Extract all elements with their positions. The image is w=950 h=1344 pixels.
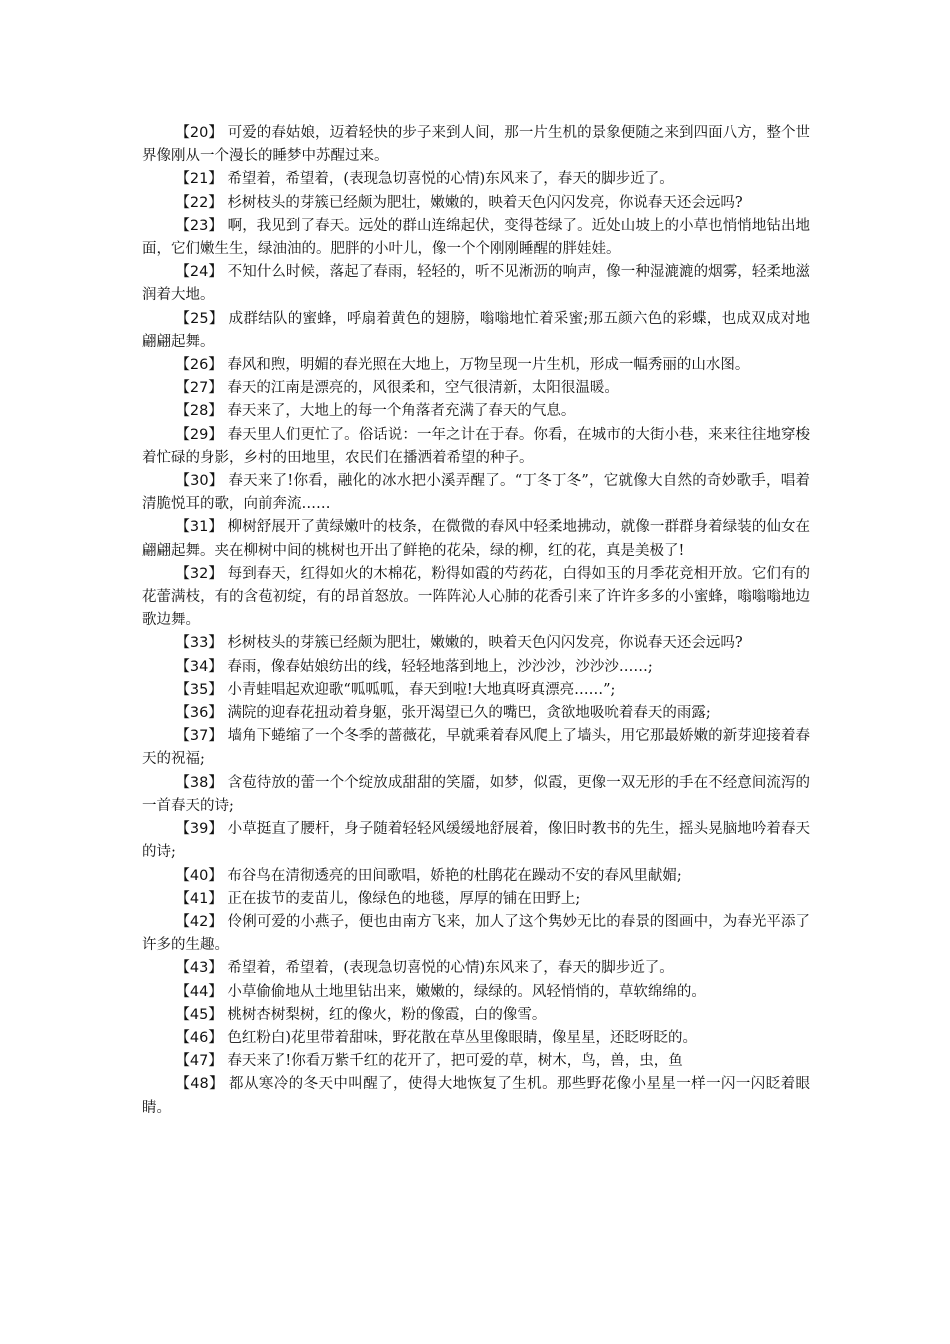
paragraph-entry [142,865,810,888]
entry-number: 【46】 [175,1029,223,1046]
paragraph-entry [142,470,810,516]
entry-number: 【28】 [175,403,223,420]
entry-number: 【48】 [175,1076,225,1093]
paragraph-entry [142,516,810,562]
entry-number: 【43】 [175,960,223,977]
paragraph-entry [142,911,810,957]
entry-number: 【30】 [175,473,224,490]
entry-text: 可爱的春姑娘，迈着轻快的步子来到人间，那一片生机的景象便随之来到四面八方，整个世界像刚从一个漫长的睡梦中苏醒过来。 [142,125,811,165]
entry-number: 【34】 [175,658,223,675]
paragraph-entry [142,725,810,771]
paragraph-entry [142,377,810,400]
entry-number: 【37】 [175,728,223,745]
entry-number: 【35】 [175,681,223,698]
entry-text: 杉树枝头的芽簇已经颇为肥壮，嫩嫩的，映着天色闪闪发亮，你说春天还会远吗? [227,635,743,652]
paragraph-entry [142,679,810,702]
paragraph-entry [142,308,810,354]
paragraph-entry [142,1050,810,1073]
paragraph-entry [142,772,810,818]
entry-number: 【38】 [175,774,223,791]
paragraph-entry [142,563,810,633]
paragraph-entry [142,424,810,470]
paragraph-entry [142,632,810,655]
paragraph-entry [142,656,810,679]
paragraph-entry [142,957,810,980]
entry-number: 【24】 [175,264,223,281]
entry-number: 【45】 [175,1006,223,1023]
entry-number: 【36】 [175,705,223,722]
entry-text: 杉树枝头的芽簇已经颇为肥壮，嫩嫩的，映着天色闪闪发亮，你说春天还会远吗? [227,194,743,211]
paragraph-entry [142,168,810,191]
entry-text: 正在拔节的麦苗儿，像绿色的地毯，厚厚的铺在田野上; [227,890,581,907]
entry-number: 【29】 [175,426,223,443]
entry-number: 【20】 [175,125,223,141]
paragraph-entry [142,400,810,423]
entry-text: 春天来了!你看万紫千红的花开了，把可爱的草，树木，鸟，兽，虫，鱼 [227,1053,683,1070]
entry-number: 【32】 [175,565,223,582]
entry-text: 每到春天，红得如火的木棉花，粉得如霞的芍药花，白得如玉的月季花竞相开放。它们有的花蕾满枝，有的含苞初绽，有的昂首怒放。一阵阵沁人心肺的花香引来了许许多多的小蜜蜂，嗡嗡嗡地边歌边舞。 [142,565,811,629]
entry-text: 不知什么时候，落起了春雨，轻轻的，听不见淅沥的响声，像一种湿漉漉的烟雾，轻柔地滋润着大地。 [142,264,811,304]
entry-text: 春天里人们更忙了。俗话说：一年之计在于春。你看，在城市的大街小巷，来来往往地穿梭着忙碌的身影，乡村的田地里，农民们在播洒着希望的种子。 [142,426,811,466]
entry-number: 【21】 [175,171,223,188]
entry-text: 春天的江南是漂亮的，风很柔和，空气很清新，太阳很温暖。 [227,380,619,397]
entry-number: 【27】 [175,380,223,397]
entry-text: 春天来了，大地上的每一个角落者充满了春天的气息。 [227,403,576,420]
entry-text: 春风和煦，明媚的春光照在大地上，万物呈现一片生机，形成一幅秀丽的山水图。 [227,357,750,374]
entry-number: 【33】 [175,635,223,652]
paragraph-entry [142,1073,810,1119]
entry-text: 伶俐可爱的小燕子，便也由南方飞来，加人了这个隽妙无比的春景的图画中，为春光平添了许多的生趣。 [142,913,811,954]
entry-number: 【23】 [175,217,223,234]
paragraph-entry [142,192,810,215]
entry-text: 含苞待放的蕾一个个绽放成甜甜的笑靥，如梦，似霞，更像一双无形的手在不经意间流泻的一首春天的诗; [142,774,811,814]
paragraph-entry [142,981,810,1004]
entry-text: 都从寒冷的冬天中叫醒了，使得大地恢复了生机。那些野花像小星星一样一闪一闪眨着眼睛。 [142,1076,811,1116]
entry-text: 墙角下蜷缩了一个冬季的蔷薇花，早就乘着春风爬上了墙头，用它那最娇嫩的新芽迎接着春天的祝福; [142,728,811,768]
entry-text: 春天来了!你看，融化的冰水把小溪弄醒了。“丁冬丁冬”，它就像大自然的奇妙歌手，唱着清脆悦耳的歌，向前奔流…… [142,473,810,513]
entry-text: 桃树杏树梨树，红的像火，粉的像霞，白的像雪。 [227,1006,547,1023]
paragraph-entry [142,1004,810,1027]
entry-text: 希望着，希望着，(表现急切喜悦的心情)东风来了，春天的脚步近了。 [227,960,674,977]
entry-number: 【39】 [175,821,223,838]
entry-number: 【26】 [175,357,223,374]
entry-number: 【44】 [175,983,223,1000]
entry-text: 啊，我见到了春天。远处的群山连绵起伏，变得苍绿了。近处山坡上的小草也悄悄地钻出地面，它们嫩生生，绿油油的。肥胖的小叶儿，像一个个刚刚睡醒的胖娃娃。 [142,217,811,258]
entry-text: 满院的迎春花扭动着身躯，张开渴望已久的嘴巴，贪欲地吸吮着春天的雨露; [227,705,711,722]
entry-text: 布谷鸟在清彻透亮的田间歌唱，娇艳的杜鹃花在躁动不安的春风里献媚; [227,867,682,884]
entry-text: 小草挺直了腰杆，身子随着轻轻风缓缓地舒展着，像旧时教书的先生，摇头晃脑地吟着春天的诗; [142,821,811,861]
entry-text: 希望着，希望着，(表现急切喜悦的心情)东风来了，春天的脚步近了。 [227,171,674,188]
entry-number: 【47】 [175,1053,223,1070]
entry-number: 【31】 [175,519,223,536]
paragraph-entry [142,354,810,377]
paragraph-entry [142,818,810,864]
entry-text: 成群结队的蜜蜂，呼扇着黄色的翅膀，嗡嗡地忙着采蜜;那五颜六色的彩蝶，也成双成对地翩翩起舞。 [142,310,811,350]
entry-number: 【41】 [175,890,223,907]
entry-number: 【42】 [175,913,223,930]
entry-text: 小青蛙唱起欢迎歌“呱呱呱，春天到啦!大地真呀真漂亮……”; [227,681,616,698]
entry-number: 【40】 [175,867,223,884]
paragraph-entry [142,888,810,911]
document-body [142,122,810,1120]
entry-text: 小草偷偷地从土地里钻出来，嫩嫩的，绿绿的。风轻悄悄的，草软绵绵的。 [227,983,706,1000]
paragraph-entry [142,215,810,261]
entry-number: 【22】 [175,194,223,211]
entry-text: 柳树舒展开了黄绿嫩叶的枝条，在微微的春风中轻柔地拂动，就像一群群身着绿装的仙女在翩翩起舞。夹在柳树中间的桃树也开出了鲜艳的花朵，绿的柳，红的花，真是美极了! [142,519,811,559]
paragraph-entry [142,702,810,725]
entry-text: 春雨，像春姑娘纺出的线，轻轻地落到地上，沙沙沙，沙沙沙……; [227,658,653,675]
paragraph-entry [142,261,810,307]
paragraph-entry [142,1027,810,1050]
entry-text: 色红粉白)花里带着甜味，野花散在草丛里像眼睛，像星星，还眨呀眨的。 [227,1029,698,1046]
paragraph-entry [142,122,810,168]
entry-number: 【25】 [175,310,224,327]
